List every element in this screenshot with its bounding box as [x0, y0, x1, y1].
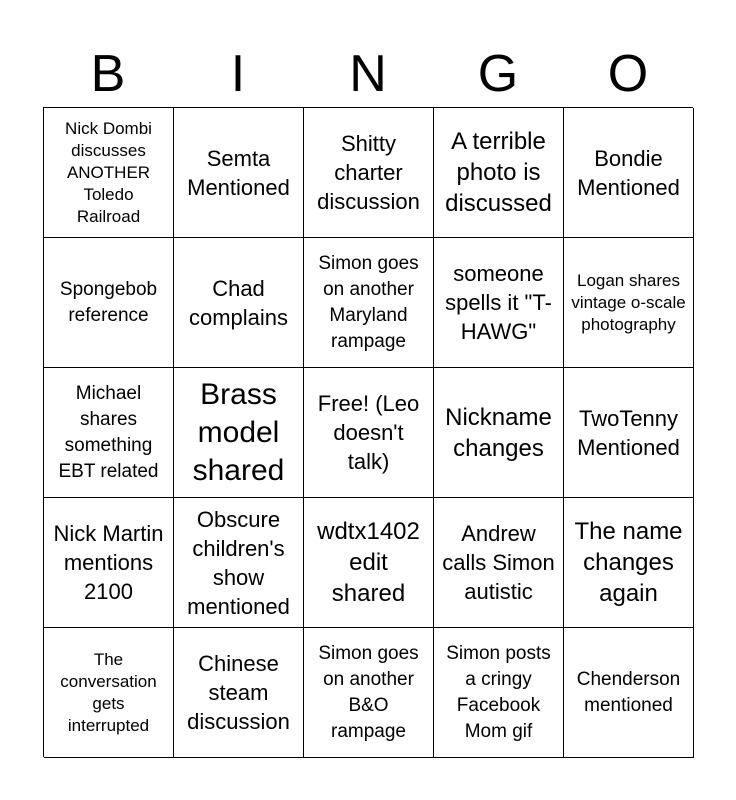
- cell-text: Simon goes on another Maryland rampage: [318, 252, 419, 352]
- header-letter-g: G: [477, 45, 519, 103]
- bingo-cell-free[interactable]: [304, 368, 434, 498]
- bingo-cell-r2c2[interactable]: [174, 238, 304, 368]
- cell-text: TwoTenny Mentioned: [577, 405, 680, 460]
- bingo-cell-r5c2[interactable]: [174, 628, 304, 758]
- bingo-cell-r4c4[interactable]: [434, 498, 564, 628]
- cell-text: Logan shares vintage o-scale photography: [571, 270, 686, 334]
- cell-text: Obscure children's show mentioned: [187, 506, 290, 619]
- cell-text: Semta Mentioned: [187, 145, 290, 200]
- bingo-cell-r4c2[interactable]: [174, 498, 304, 628]
- bingo-cell-r4c5[interactable]: [564, 498, 694, 628]
- header-letter-i: I: [230, 45, 246, 103]
- bingo-cell-r2c5[interactable]: [564, 238, 694, 368]
- bingo-cell-r2c1[interactable]: [44, 238, 174, 368]
- bingo-cell-r1c4[interactable]: [434, 108, 564, 238]
- cell-text: Brass model shared: [192, 377, 285, 487]
- bingo-cell-r5c1[interactable]: [44, 628, 174, 758]
- bingo-card-grid: [43, 107, 693, 757]
- header-letter-b: B: [90, 45, 126, 103]
- cell-text: wdtx1402 edit shared: [317, 518, 420, 607]
- cell-text: Bondie Mentioned: [577, 145, 680, 200]
- bingo-cell-r3c5[interactable]: [564, 368, 694, 498]
- cell-text: Michael shares something EBT related: [58, 382, 159, 482]
- cell-text: Nick Martin mentions 2100: [53, 521, 164, 604]
- cell-text: The name changes again: [574, 518, 683, 607]
- header-letter-o: O: [607, 45, 649, 103]
- bingo-cell-r5c4[interactable]: [434, 628, 564, 758]
- bingo-cell-r5c3[interactable]: [304, 628, 434, 758]
- bingo-cell-r4c3[interactable]: [304, 498, 434, 628]
- bingo-cell-r2c4[interactable]: [434, 238, 564, 368]
- cell-text: Chad complains: [188, 275, 289, 330]
- cell-text: Andrew calls Simon autistic: [442, 521, 555, 604]
- cell-text: Nickname changes: [445, 403, 552, 462]
- cell-text: Simon posts a cringy Facebook Mom gif: [446, 642, 551, 742]
- bingo-cell-r3c4[interactable]: [434, 368, 564, 498]
- cell-text: Spongebob reference: [59, 278, 158, 326]
- bingo-cell-r1c2[interactable]: [174, 108, 304, 238]
- cell-text: Free! (Leo doesn't talk): [317, 391, 420, 474]
- cell-text: A terrible photo is discussed: [445, 128, 552, 217]
- cell-text: The conversation gets interrupted: [60, 649, 157, 735]
- bingo-cell-r5c5[interactable]: [564, 628, 694, 758]
- bingo-cell-r3c2[interactable]: [174, 368, 304, 498]
- cell-text: Shitty charter discussion: [317, 131, 420, 214]
- header-letter-n: N: [349, 45, 387, 103]
- cell-text: Chenderson mentioned: [576, 668, 681, 716]
- cell-text: Simon goes on another B&O rampage: [318, 642, 419, 742]
- bingo-header: [43, 44, 693, 104]
- cell-text: someone spells it "T-HAWG": [445, 261, 552, 344]
- bingo-cell-r1c1[interactable]: [44, 108, 174, 238]
- bingo-cell-r3c1[interactable]: [44, 368, 174, 498]
- bingo-cell-r1c3[interactable]: [304, 108, 434, 238]
- bingo-cell-r1c5[interactable]: [564, 108, 694, 238]
- bingo-cell-r2c3[interactable]: [304, 238, 434, 368]
- cell-text: Chinese steam discussion: [187, 651, 290, 734]
- bingo-cell-r4c1[interactable]: [44, 498, 174, 628]
- cell-text: Nick Dombi discusses ANOTHER Toledo Railroad: [65, 118, 152, 226]
